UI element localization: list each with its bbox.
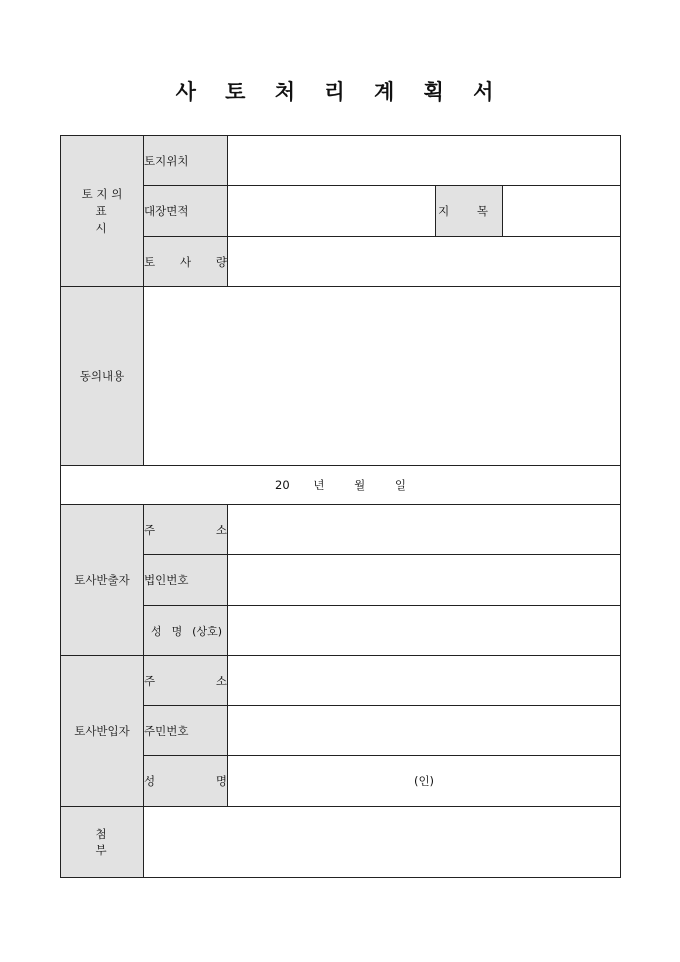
- land-header-line2: 표 시: [95, 203, 129, 235]
- area-field[interactable]: [228, 186, 436, 237]
- importer-header: 토사반입자: [61, 656, 144, 807]
- importer-address-label: 주 소: [144, 656, 228, 706]
- importer-address-field[interactable]: [228, 656, 621, 706]
- exporter-name-label: 성 명 (상호): [144, 606, 228, 656]
- agreement-field[interactable]: [144, 287, 621, 466]
- soil-amount-field[interactable]: [228, 237, 621, 287]
- area-label: 대장면적: [144, 186, 228, 237]
- land-header-line1: 토 지 의: [81, 186, 123, 201]
- category-field[interactable]: [503, 186, 621, 237]
- land-header: [61, 136, 144, 287]
- date-day-unit: 일: [394, 478, 406, 492]
- form-table: [60, 135, 621, 878]
- seal-mark: (인): [413, 774, 435, 788]
- date-row: [61, 466, 621, 505]
- exporter-header: 토사반출자: [61, 505, 144, 656]
- attachment-label: 첨 부: [61, 807, 144, 878]
- location-field[interactable]: [228, 136, 621, 186]
- importer-resident-number-field[interactable]: [228, 706, 621, 756]
- location-label: 토지위치: [144, 136, 228, 186]
- soil-amount-label: 토 사 량: [144, 237, 228, 287]
- importer-resident-number-label: 주민번호: [144, 706, 228, 756]
- exporter-address-field[interactable]: [228, 505, 621, 555]
- attachment-field[interactable]: [144, 807, 621, 878]
- exporter-address-label: 주 소: [144, 505, 228, 555]
- document-title: 사 토 처 리 계 획 서: [175, 79, 505, 104]
- exporter-name-field[interactable]: [228, 606, 621, 656]
- exporter-corp-number-field[interactable]: [228, 555, 621, 606]
- importer-name-field[interactable]: [228, 756, 621, 807]
- date-year-unit: 년: [313, 478, 325, 492]
- category-label: 지 목: [436, 186, 503, 237]
- date-month-unit: 월: [354, 478, 366, 492]
- date-year[interactable]: 20: [275, 478, 290, 492]
- exporter-corp-number-label: 법인번호: [144, 555, 228, 606]
- importer-name-label: 성 명: [144, 756, 228, 807]
- agreement-label: 동의내용: [61, 287, 144, 466]
